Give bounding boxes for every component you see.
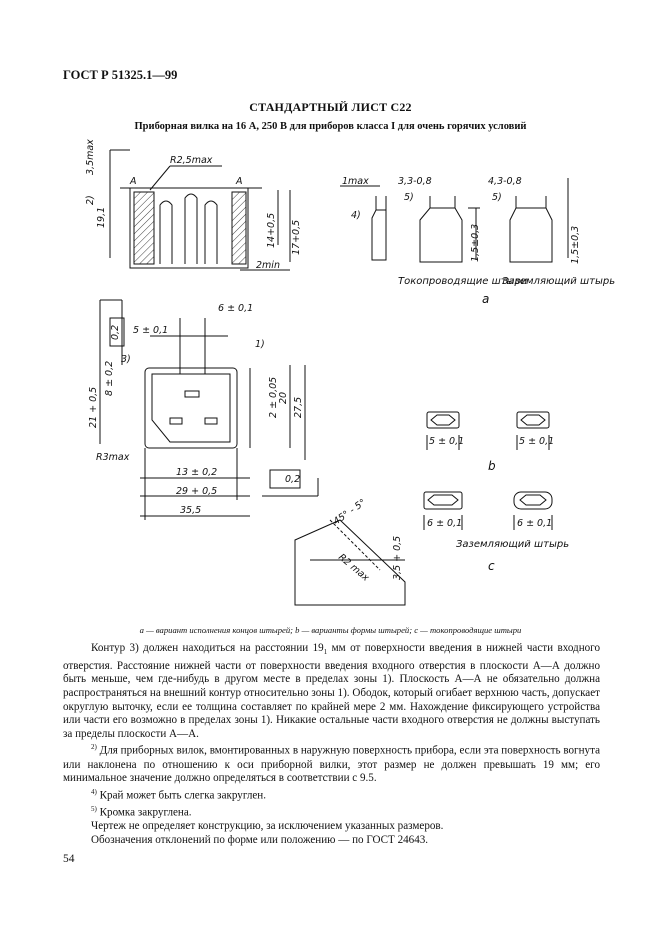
paragraph-tolerances: Обозначения отклонений по форме или положению — по ГОСТ 24643.	[91, 834, 429, 846]
footnote-2: $^{2)}$ Для приборных вилок, вмонтированных в наружную поверхность прибора, если эта поверхность вогнута или наклонена по отношению к оси приборной вилки, этот размер не должен превышать 19 мм; его минимальное значение должно определяться в соответствии с 9.5.	[63, 743, 600, 785]
dim-8: 8 ± 0,2	[104, 360, 115, 396]
note-5-a: 5)	[404, 192, 414, 203]
dim-21: 21 + 0,5	[88, 386, 99, 428]
dim-45deg: 45° - 5°	[331, 497, 369, 528]
dim-5: 5 ± 0,1	[133, 325, 169, 336]
dim-27-5: 27,5	[293, 396, 304, 418]
note-4: 4)	[351, 210, 361, 221]
dim-3-5: 3,5 + 0,5	[392, 535, 403, 580]
label-earth-pin-c: Заземляющий штырь	[456, 539, 570, 550]
paragraph-construction: Чертеж не определяет конструкцию, за исключением указанных размеров.	[91, 820, 444, 833]
footnote-5: $^{5)}$ Кромка закруглена.	[91, 805, 192, 819]
dim-19-1: 19,1	[96, 206, 107, 228]
figure-caption: а — вариант исполнения концов штырей; b — варианты формы штырей; с — токопроводящие штыри	[139, 625, 522, 635]
dim-2: 2 ± 0,05	[268, 376, 279, 418]
label-current-pins: Токопроводящие штыри	[398, 276, 528, 287]
dim-2min: 2min	[256, 260, 280, 271]
dim-14: 14+0,5	[266, 212, 277, 248]
paragraph-contour: Контур 3) должен находиться на расстоянии $19_1$ мм от поверхности введения в нижней части входного отверстия. Расстояние нижней части от поверхности введения входного отверстия в плоскости А—А должно быть меньше, чем где-нибудь в другом месте в пределах зоны 1). Плоскость А—А не обязательно должна распространяться на внешний контур относительно зоны 1). Ободок, который огибает верхнюю часть, допускает округлую выточку, если ее толщина составляет по крайней мере 2 мм. Нахождение фиксирующего устройства или части его возможно в пределах зоны 1). Никакие остальные части входного отверстия не должны выступать за пределы плоскости А—А.	[63, 642, 600, 740]
dim-1-5-current: 1,5±0,3	[470, 223, 481, 262]
sheet-title: СТАНДАРТНЫЙ ЛИСТ С22	[249, 100, 412, 114]
label-earth-pin: Заземляющий штырь	[502, 276, 616, 287]
label-c: c	[488, 559, 495, 573]
dim-20: 20	[278, 391, 289, 404]
dim-13: 13 ± 0,2	[176, 467, 218, 478]
dim-b-5-left: 5 ± 0,1	[429, 436, 465, 447]
dim-3-5max: 3,5max	[85, 139, 96, 175]
body-text	[63, 642, 600, 848]
dim-r2-5max: R2,5max	[170, 155, 213, 166]
dim-b-6-right: 6 ± 0,1	[517, 518, 553, 529]
dim-note-2: 2)	[85, 195, 96, 205]
plug-outline	[145, 368, 237, 448]
note-3: 3)	[121, 354, 131, 365]
dim-r2max: R2 max	[336, 551, 372, 584]
dim-3-3: 3,3-0,8	[398, 176, 432, 187]
label-b: b	[488, 459, 496, 473]
dim-6: 6 ± 0,1	[218, 303, 254, 314]
standard-header: ГОСТ Р 51325.1—99	[63, 68, 178, 82]
section-mark-a-right: A	[236, 176, 243, 187]
dim-b-5-right: 5 ± 0,1	[519, 436, 555, 447]
dim-1-5-earth: 1,5±0,3	[570, 225, 581, 264]
dim-4-3: 4,3-0,8	[488, 176, 522, 187]
dim-1max: 1max	[342, 176, 369, 187]
note-5-b: 5)	[492, 192, 502, 203]
label-a: a	[482, 292, 490, 306]
section-mark-a-left: A	[130, 176, 137, 187]
dim-tol-0-2-a: 0,2	[110, 324, 121, 340]
dim-17: 17+0,5	[291, 219, 302, 255]
dim-b-6-left: 6 ± 0,1	[427, 518, 463, 529]
dim-r3max: R3max	[96, 452, 130, 463]
dim-35-5: 35,5	[180, 505, 202, 516]
note-1: 1)	[255, 339, 265, 350]
page-number: 54	[63, 853, 75, 865]
footnote-4: $^{4)}$ Край может быть слегка закруглен.	[91, 787, 266, 802]
sheet-subtitle: Приборная вилка на 16 А, 250 В для приборов класса I для очень горячих условий	[134, 121, 527, 132]
dim-29: 29 + 0,5	[176, 486, 218, 497]
dim-tol-0-2-b: 0,2	[285, 474, 301, 485]
